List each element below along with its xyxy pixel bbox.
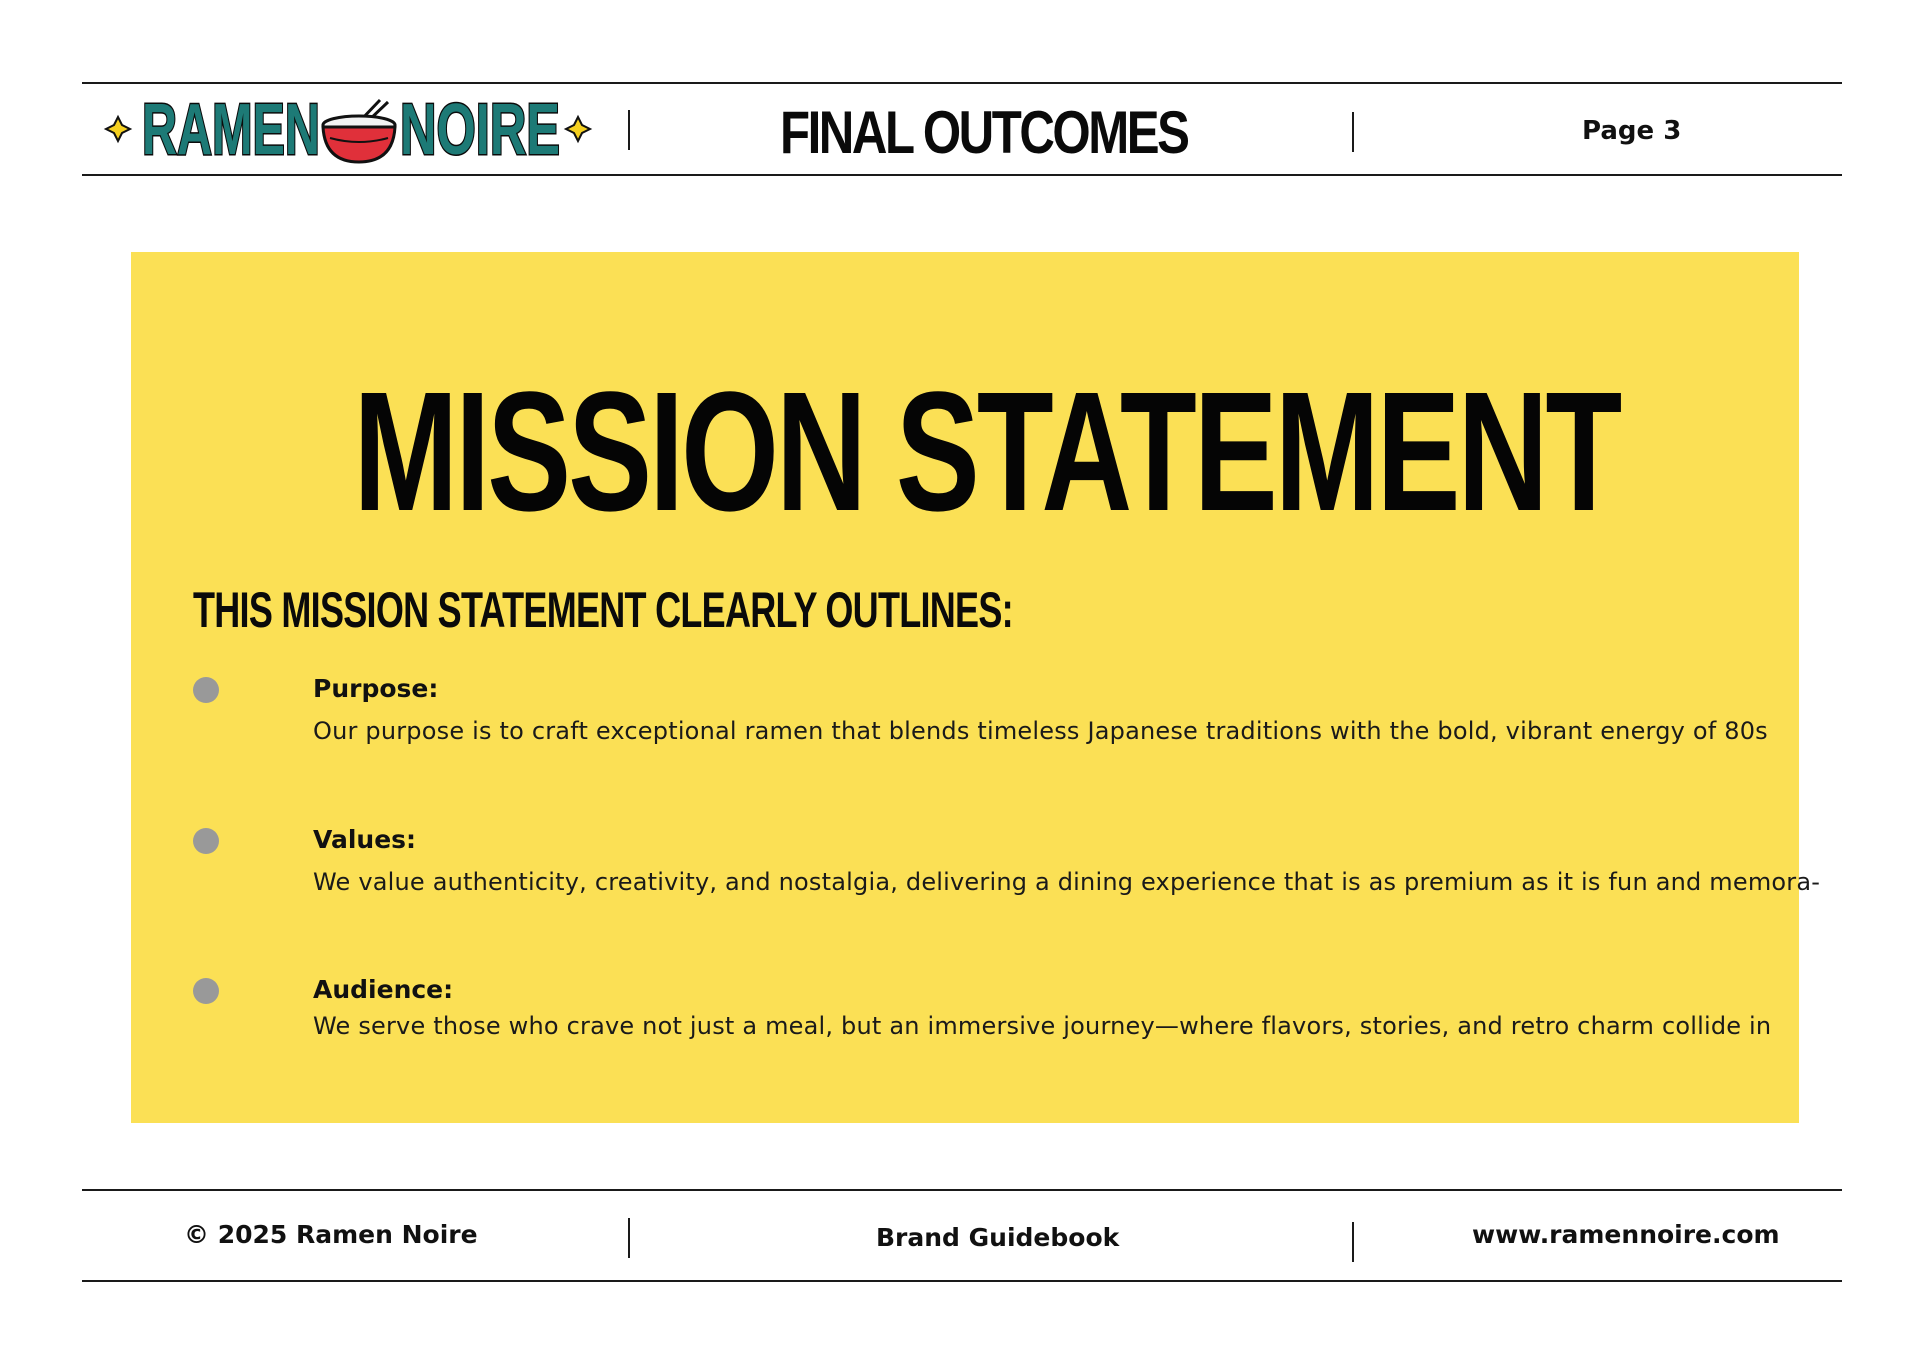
panel-title [131,357,1799,547]
header-divider-left [628,110,630,150]
footer-center-label: Brand Guidebook [876,1223,1120,1252]
section-title: FINAL OUTCOMES [780,99,1188,166]
bullet-icon [193,828,219,854]
footer-website-link[interactable]: www.ramennoire.com [1472,1220,1780,1249]
item-label: Audience: [313,975,454,1004]
sparkle-icon [566,117,590,141]
logo-text-noire: NOIRE [400,90,560,170]
footer-bottom-rule [82,1280,1842,1282]
header-bottom-rule [82,174,1842,176]
bullet-icon [193,677,219,703]
item-label: Values: [313,825,417,854]
item-text: Our purpose is to craft exceptional ramen that blends timeless Japanese traditions with the bold, vibrant energy of 80s [313,717,1768,745]
panel-title-text: MISSION STATEMENT [353,357,1620,547]
footer-divider-right [1352,1222,1354,1262]
footer-divider-left [628,1218,630,1258]
logo-text-ramen: RAMEN [142,90,320,170]
item-text: We value authenticity, creativity, and nostalgia, delivering a dining experience that is as premium as it is fun and memora- [313,868,1821,896]
footer-top-rule [82,1189,1842,1191]
ramen-noire-logo [104,90,594,170]
mission-panel [131,252,1821,1123]
item-label: Purpose: [313,674,439,703]
page-number: Page 3 [1582,116,1682,146]
ramen-bowl-icon [323,100,395,162]
header-top-rule [82,82,1842,84]
header-divider-right [1352,112,1354,152]
panel-subtitle: THIS MISSION STATEMENT CLEARLY OUTLINES: [193,582,1013,638]
footer-copyright: © 2025 Ramen Noire [184,1220,478,1249]
sparkle-icon [106,117,130,141]
item-text: We serve those who crave not just a meal, but an immersive journey—where flavors, stories, and retro charm collide in [313,1012,1772,1040]
bullet-icon [193,978,219,1004]
